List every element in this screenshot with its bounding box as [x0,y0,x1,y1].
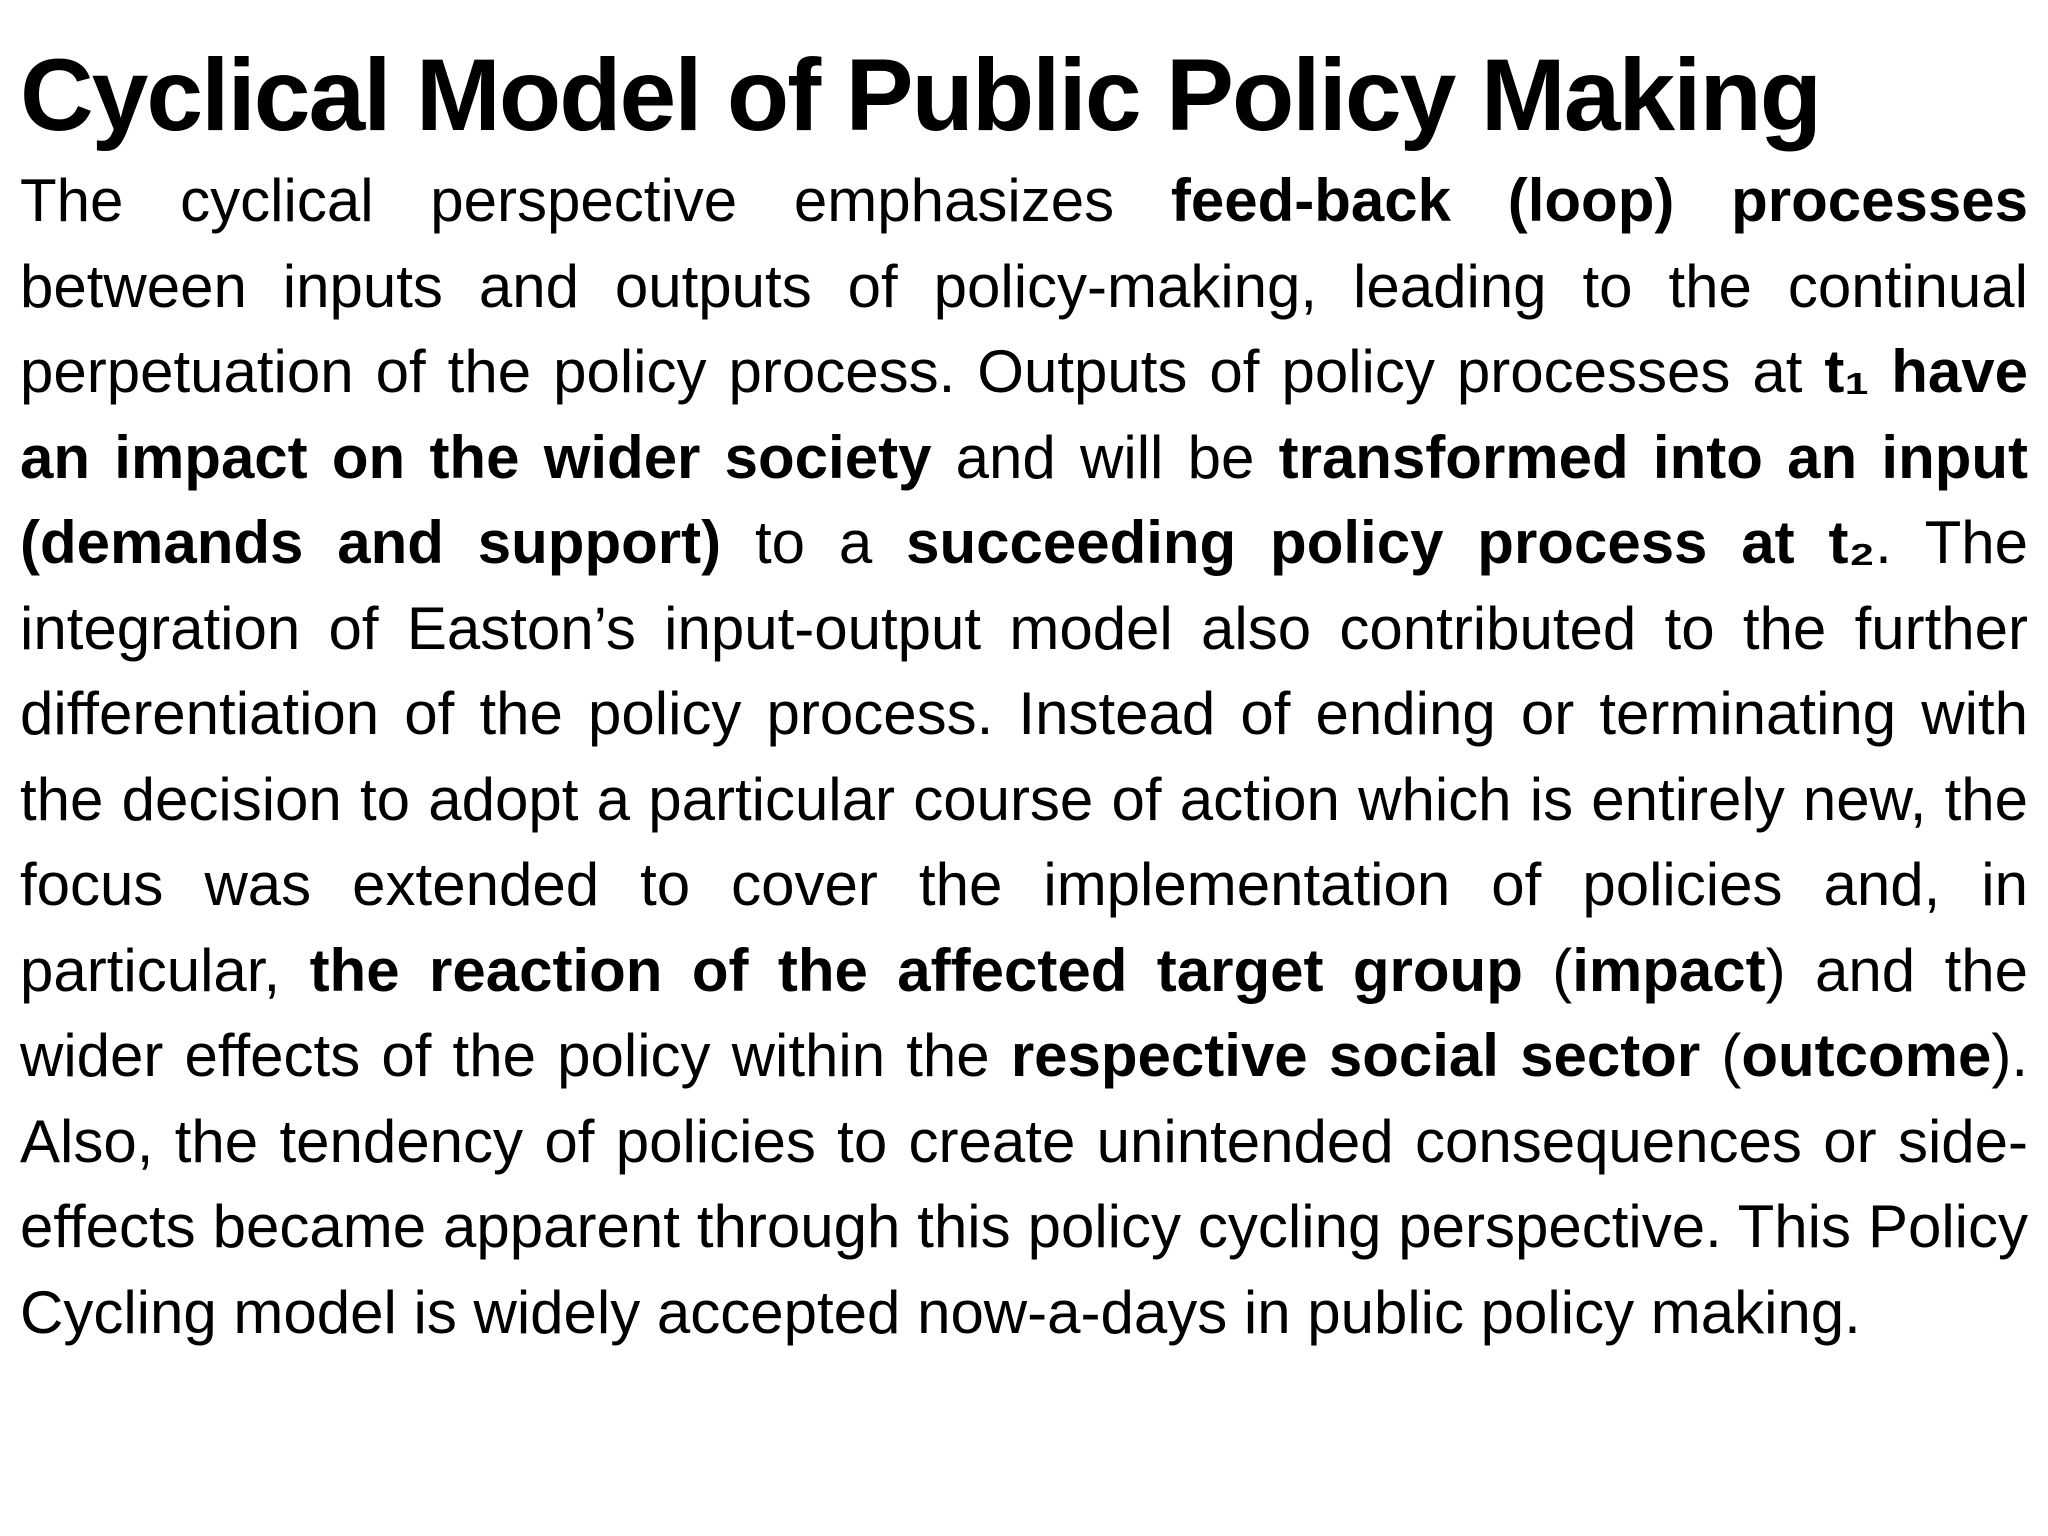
paragraph-segment-bold: feed-back (loop) processes [1170,167,2028,235]
paragraph-segment: between inputs and outputs of policy-making, leading to the continual perpetuation of the policy process. Outputs of policy processes at [20,252,2028,406]
paragraph-segment: and will be [931,423,1279,491]
paragraph-segment-bold: t₁ have an impact on the wider society [20,338,2028,491]
paragraph-segment-bold: impact [1572,936,1766,1004]
paragraph-segment-bold: outcome [1741,1022,1992,1090]
paragraph-segment: . The integration of Easton’s input-output model also contributed to the further differentiation of the policy process. Instead of ending or terminating with the decision to adopt a particular course of action which is entirely new, the focus was extended to cover the implementation of policies and, in particular, [20,509,2028,1004]
paragraph-segment-bold: succeeding policy process at t₂ [906,509,1876,577]
slide-title: Cyclical Model of Public Policy Making [20,38,1821,152]
paragraph-segment-bold: transformed into an input (demands and support) [20,423,2028,577]
paragraph-segment: The cyclical perspective emphasizes [20,167,1171,235]
paragraph-segment: ). Also, the tendency of policies to create unintended consequences or side-effects became apparent through this policy cycling perspective. This Policy Cycling model is widely accepted now-a-days in public policy making. [20,1022,2029,1346]
paragraph-segment: ( [1700,1022,1742,1090]
paragraph-segment: ( [1522,936,1573,1004]
slide-body-paragraph [20,158,2028,1355]
slide [20,38,2028,1355]
paragraph-segment-bold: respective social sector [1010,1022,1701,1090]
paragraph-segment-bold: the reaction of the affected target group [309,936,1523,1004]
paragraph-segment: to a [721,509,907,577]
paragraph-segment: ) and the wider effects of the policy within the [20,936,2028,1090]
